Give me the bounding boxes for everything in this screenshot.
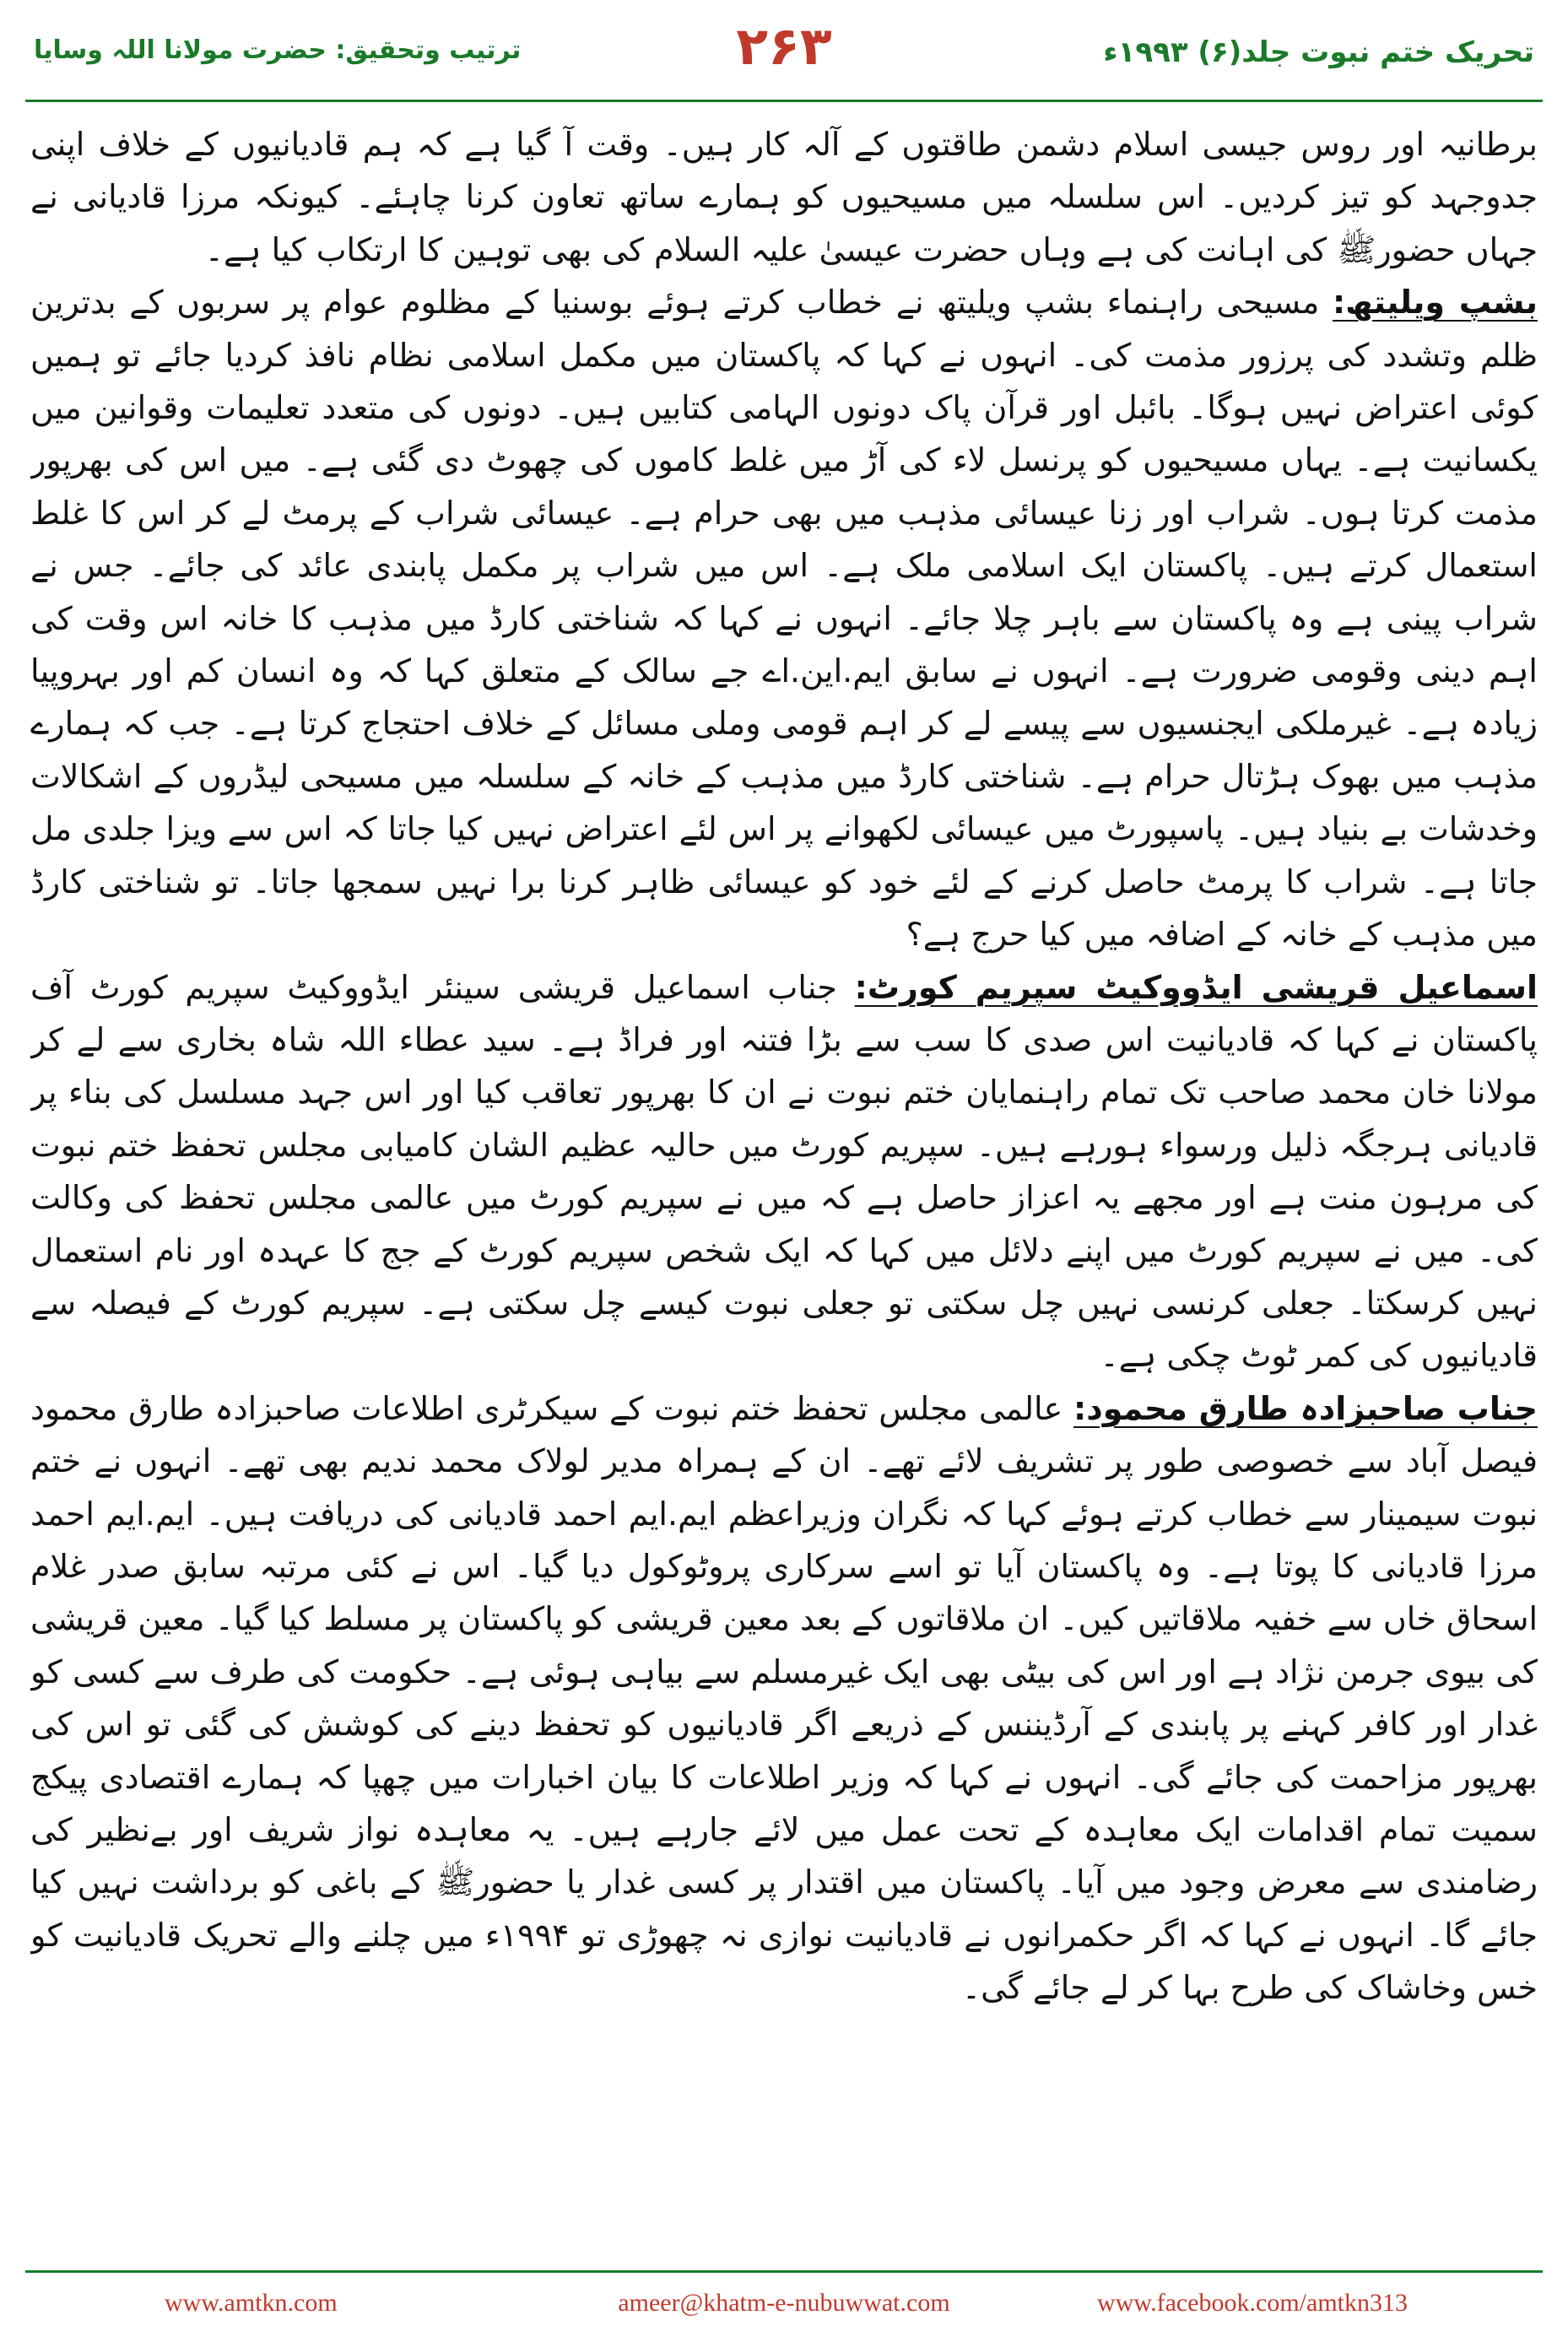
header-divider	[25, 100, 1543, 102]
book-title: تحریک ختم نبوت جلد(۶) ۱۹۹۳ء	[1103, 35, 1534, 69]
email-link[interactable]: ameer@khatm-e-nubuwwat.com	[618, 2289, 950, 2317]
paragraph-bishop-text: مسیحی راہنماء بشپ ویلیتھ نے خطاب کرتے ہوئے بوسنیا کے مظلوم عوام پر سربوں کے بدترین ظلم وتشدد کی پرزور مذمت کی۔ انہوں نے کہا کہ پاکستان میں مکمل اسلامی نظام نافذ کردیا جائے تو ہمیں کوئی اعتراض نہیں ہوگا۔ بائبل اور قرآن پاک دونوں الہامی کتابیں ہیں۔ دونوں کی متعدد تعلیمات وقوانین میں یکسانیت ہے۔ یہاں مسیحیوں کو پرنسل لاء کی آڑ میں غلط کاموں کی چھوٹ دی گئی ہے۔ میں اس کی بھرپور مذمت کرتا ہوں۔ شراب اور زنا عیسائی مذہب میں بھی حرام ہے۔ عیسائی شراب کے پرمٹ لے کر اس کا غلط استعمال کرتے ہیں۔ پاکستان ایک اسلامی ملک ہے۔ اس میں شراب پر مکمل پابندی عائد کی جائے۔ جس نے شراب پینی ہے وہ پاکستان سے باہر چلا جائے۔ انہوں نے کہا کہ شناختی کارڈ میں مذہب کا خانہ اس وقت کی اہم دینی وقومی ضرورت ہے۔ انہوں نے سابق ایم.این.اے جے سالک کے متعلق کہا کہ وہ انسان کم اور بہروپیا زیادہ ہے۔ غیرملکی ایجنسیوں سے پیسے لے کر اہم قومی وملی مسائل کے خلاف احتجاج کرتا ہے۔ جب کہ ہمارے مذہب میں بھوک ہڑتال حرام ہے۔ شناختی کارڈ میں مذہب کے خانہ کے سلسلہ میں مسیحی لیڈروں کے اشکالات وخدشات بے بنیاد ہیں۔ پاسپورٹ میں عیسائی لکھوانے پر اس لئے اعتراض نہیں کیا جاتا کہ اس سے ویزا جلدی مل جاتا ہے۔ شراب کا پرمٹ حاصل کرنے کے لئے خود کو عیسائی ظاہر کرنا برا نہیں سمجھا جاتا۔ تو شناختی کارڈ میں مذہب کے خانہ کے اضافہ میں کیا حرج ہے؟	[30, 284, 1538, 954]
section-heading-bishop: بشپ ویلیتھ:	[1332, 284, 1538, 322]
paragraph-qureshi	[30, 961, 1538, 1382]
website-link[interactable]: www.amtkn.com	[165, 2289, 338, 2317]
paragraph-qureshi-text: جناب اسماعیل قریشی سینئر ایڈووکیٹ سپریم کورٹ آف پاکستان نے کہا کہ قادیانیت اس صدی کا سب سے بڑا فتنہ اور فراڈ ہے۔ سید عطاء اللہ شاہ بخاری سے لے کر مولانا خان محمد صاحب تک تمام راہنمایان ختم نبوت نے ان کا بھرپور تعاقب کیا اور اس جہد مسلسل کی بناء پر قادیانی ہرجگہ ذلیل ورسواء ہورہے ہیں۔ سپریم کورٹ میں حالیہ عظیم الشان کامیابی مجلس تحفظ ختم نبوت کی مرہون منت ہے اور مجھے یہ اعزاز حاصل ہے کہ میں نے سپریم کورٹ میں عالمی مجلس تحفظ کی وکالت کی۔ میں نے سپریم کورٹ میں اپنے دلائل میں کہا کہ ایک شخص سپریم کورٹ کے جج کا عہدہ اور نام استعمال نہیں کرسکتا۔ جعلی کرنسی نہیں چل سکتی تو جعلی نبوت کیسے چل سکتی ہے۔ سپریم کورٹ کے فیصلہ سے قادیانیوں کی کمر ٹوٹ چکی ہے۔	[30, 968, 1538, 1375]
section-heading-tariq: جناب صاحبزادہ طارق محمود:	[1073, 1389, 1538, 1427]
paragraph-tariq	[30, 1382, 1538, 2015]
page-number: ۲۶۳	[736, 15, 832, 77]
facebook-link[interactable]: www.facebook.com/amtkn313	[1097, 2289, 1408, 2317]
compiler-credit: ترتیب وتحقیق: حضرت مولانا اللہ وسایا	[34, 35, 522, 65]
paragraph-bishop	[30, 276, 1538, 960]
footer-divider	[25, 2270, 1543, 2273]
page-header	[0, 0, 1568, 100]
page-footer	[0, 2289, 1568, 2331]
paragraph-intro: برطانیہ اور روس جیسی اسلام دشمن طاقتوں کے آلہ کار ہیں۔ وقت آ گیا ہے کہ ہم قادیانیوں کے خلاف اپنی جدوجہد کو تیز کردیں۔ اس سلسلہ میں مسیحیوں کو ہمارے ساتھ تعاون کرنا چاہئے۔ کیونکہ مرزا قادیانی نے جہاں حضورﷺ کی اہانت کی ہے وہاں حضرت عیسیٰ علیہ السلام کی بھی توہین کا ارتکاب کیا ہے۔	[30, 126, 1538, 268]
paragraph-tariq-text: عالمی مجلس تحفظ ختم نبوت کے سیکرٹری اطلاعات صاحبزادہ طارق محمود فیصل آباد سے خصوصی طور پر تشریف لائے تھے۔ ان کے ہمراہ مدیر لولاک محمد ندیم بھی تھے۔ انہوں نے ختم نبوت سیمینار سے خطاب کرتے ہوئے کہا کہ نگران وزیراعظم ایم.ایم احمد قادیانی کی دریافت ہیں۔ ایم.ایم احمد مرزا قادیانی کا پوتا ہے۔ وہ پاکستان آیا تو اسے سرکاری پروٹوکول دیا گیا۔ اس نے کئی مرتبہ سابق صدر غلام اسحاق خاں سے خفیہ ملاقاتیں کیں۔ ان ملاقاتوں کے بعد معین قریشی کو پاکستان پر مسلط کیا گیا۔ معین قریشی کی بیوی جرمن نژاد ہے اور اس کی بیٹی بھی ایک غیرمسلم سے بیاہی ہوئی ہے۔ حکومت کی طرف سے کسی کو غدار اور کافر کہنے پر پابندی کے آرڈیننس کے ذریعے اگر قادیانیوں کو تحفظ دینے کی کوشش کی گئی تو اس کی بھرپور مزاحمت کی جائے گی۔ انہوں نے کہا کہ وزیر اطلاعات کا بیان اخبارات میں چھپا کہ ہمارے اقتصادی پیکج سمیت تمام اقدامات ایک معاہدہ کے تحت عمل میں لائے جارہے ہیں۔ یہ معاہدہ نواز شریف اور بےنظیر کی رضامندی سے معرض وجود میں آیا۔ پاکستان میں اقتدار پر کسی غدار یا حضورﷺ کے باغی کو برداشت نہیں کیا جائے گا۔ انہوں نے کہا کہ اگر حکمرانوں نے قادیانیت نوازی نہ چھوڑی تو ۱۹۹۴ء میں چلنے والے تحریک قادیانیت کو خس وخاشاک کی طرح بہا کر لے جائے گی۔	[30, 1389, 1538, 2007]
page-body	[30, 118, 1538, 2211]
section-heading-qureshi: اسماعیل قریشی ایڈووکیٹ سپریم کورٹ:	[854, 968, 1538, 1006]
